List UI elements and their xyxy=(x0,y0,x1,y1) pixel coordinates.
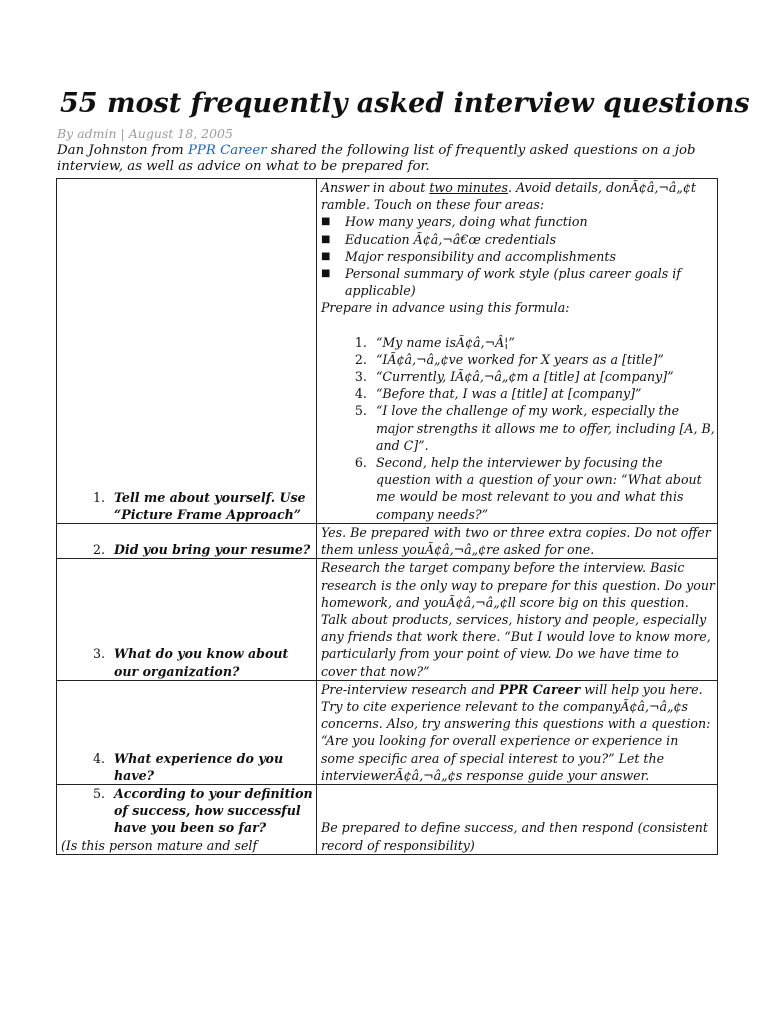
answer-cell: Be prepared to define success, and then respond (consistent record of responsibility) xyxy=(316,785,717,855)
bullet-icon: ■ xyxy=(320,250,331,262)
step-number: 3. xyxy=(354,369,367,385)
table-row xyxy=(57,179,718,524)
bullet-text: Major responsibility and accomplishments xyxy=(344,248,616,264)
table-row xyxy=(57,524,718,559)
question-cell xyxy=(57,785,317,855)
question-text: Did you bring your resume? xyxy=(114,542,311,558)
byline-separator: | xyxy=(116,126,129,141)
list-item xyxy=(321,248,715,265)
step-text: “My name isÃ¢â‚¬Â¦” xyxy=(375,334,515,350)
answer-cell xyxy=(316,179,717,524)
question-number: 1. xyxy=(92,489,105,505)
bullet-text: Education Ã¢â‚¬â€œ credentials xyxy=(344,231,557,247)
answer-intro-pre: Answer in about xyxy=(320,180,430,195)
question-item xyxy=(61,541,314,558)
answer-cell: Research the target company before the interview. Basic research is the only way to prepare for this question. Do your homework, and youÃ¢â‚¬â„¢ll score big on this question. Talk about products, services, history and people, especially any friends that work there. “But I would love to know more, particularly from your point of view. Do we have time to cover that now?” xyxy=(316,559,717,680)
formula-steps xyxy=(321,334,715,523)
answer-intro xyxy=(321,179,715,213)
step-number: 1. xyxy=(354,334,367,350)
table-row xyxy=(57,559,718,680)
step-number: 2. xyxy=(354,351,367,367)
underlined-duration: two minutes xyxy=(429,180,508,195)
post-date: August 18, 2005 xyxy=(128,126,233,141)
bullet-text: How many years, doing what function xyxy=(344,214,588,230)
step-text: “Currently, IÃ¢â‚¬â„¢m a [title] at [company]” xyxy=(375,369,674,385)
list-item xyxy=(321,402,715,454)
list-item xyxy=(321,231,715,248)
answer-cell: Yes. Be prepared with two or three extra copies. Do not offer them unless youÃ¢â‚¬â„¢re asked for one. xyxy=(316,524,717,559)
intro-text-pre: Dan Johnston from xyxy=(57,143,188,158)
question-text: According to your definition of success, how successful have you been so far? xyxy=(114,786,313,836)
list-item xyxy=(321,351,715,368)
question-cell xyxy=(57,680,317,784)
step-number: 6. xyxy=(354,455,367,471)
step-text: “IÃ¢â‚¬â„¢ve worked for X years as a [title]” xyxy=(375,351,664,367)
answer-text-post: will help you here. Try to cite experience relevant to the companyÃ¢â‚¬â„¢s concerns. Also, try answering this questions with a question: “Are you looking for overall experience or experience in some specific area of special interest to you?” Let the interviewerÃ¢â‚¬â„¢s response guide your answer. xyxy=(320,681,711,783)
question-text: Tell me about yourself. Use “Picture Frame Approach” xyxy=(114,489,306,522)
question-number: 2. xyxy=(92,542,105,558)
ppr-career-mention: PPR Career xyxy=(498,681,581,697)
step-text: “I love the challenge of my work, especially the major strengths it allows me to offer, including [A, B, and C]”. xyxy=(375,403,715,453)
bullet-icon: ■ xyxy=(320,233,331,245)
question-number: 5. xyxy=(92,786,105,802)
question-item xyxy=(61,750,314,784)
ppr-career-link[interactable]: PPR Career xyxy=(187,143,267,158)
list-item xyxy=(321,213,715,230)
question-item xyxy=(61,785,314,837)
author-link[interactable]: By admin xyxy=(57,126,117,141)
list-item xyxy=(321,385,715,402)
list-item xyxy=(321,368,715,385)
step-text: “Before that, I was a [title] at [company]” xyxy=(375,386,642,402)
bullet-icon: ■ xyxy=(320,216,331,228)
question-number: 4. xyxy=(92,750,105,766)
step-number: 5. xyxy=(354,403,367,419)
question-number: 3. xyxy=(92,646,105,662)
table-row xyxy=(57,785,718,855)
bullet-list xyxy=(321,213,715,299)
document-title: 55 most frequently asked interview questions xyxy=(60,88,750,119)
list-item xyxy=(321,265,715,299)
question-cell xyxy=(57,179,317,524)
list-item xyxy=(321,334,715,351)
bullet-icon: ■ xyxy=(320,268,331,280)
answer-cell xyxy=(316,680,717,784)
question-cell xyxy=(57,559,317,680)
step-text: Second, help the interviewer by focusing the question with a question of your own: “What about me would be most relevant to you and what this company needs?” xyxy=(375,455,702,522)
question-item xyxy=(61,489,314,523)
question-text: What experience do you have? xyxy=(114,750,284,783)
bullet-text: Personal summary of work style (plus career goals if applicable) xyxy=(344,266,681,299)
question-note: (Is this person mature and self xyxy=(61,837,258,853)
list-item xyxy=(321,454,715,523)
spacer xyxy=(321,317,715,334)
step-number: 4. xyxy=(354,386,367,402)
intro-text-post: shared the following list of frequently asked questions on a job interview, as well as advice on what to be prepared for. xyxy=(57,143,696,174)
question-cell xyxy=(57,524,317,559)
question-item xyxy=(61,645,314,679)
formula-label: Prepare in advance using this formula: xyxy=(320,300,570,316)
answer-text-pre: Pre-interview research and xyxy=(320,681,499,697)
table-row xyxy=(57,680,718,784)
questions-table xyxy=(56,178,718,855)
answer-intro-post: . Avoid details, donÃ¢â‚¬â„¢t ramble. Touch on these four areas: xyxy=(320,180,696,213)
byline xyxy=(57,126,233,141)
intro-paragraph xyxy=(57,143,712,175)
question-text: What do you know about our organization? xyxy=(114,646,289,679)
